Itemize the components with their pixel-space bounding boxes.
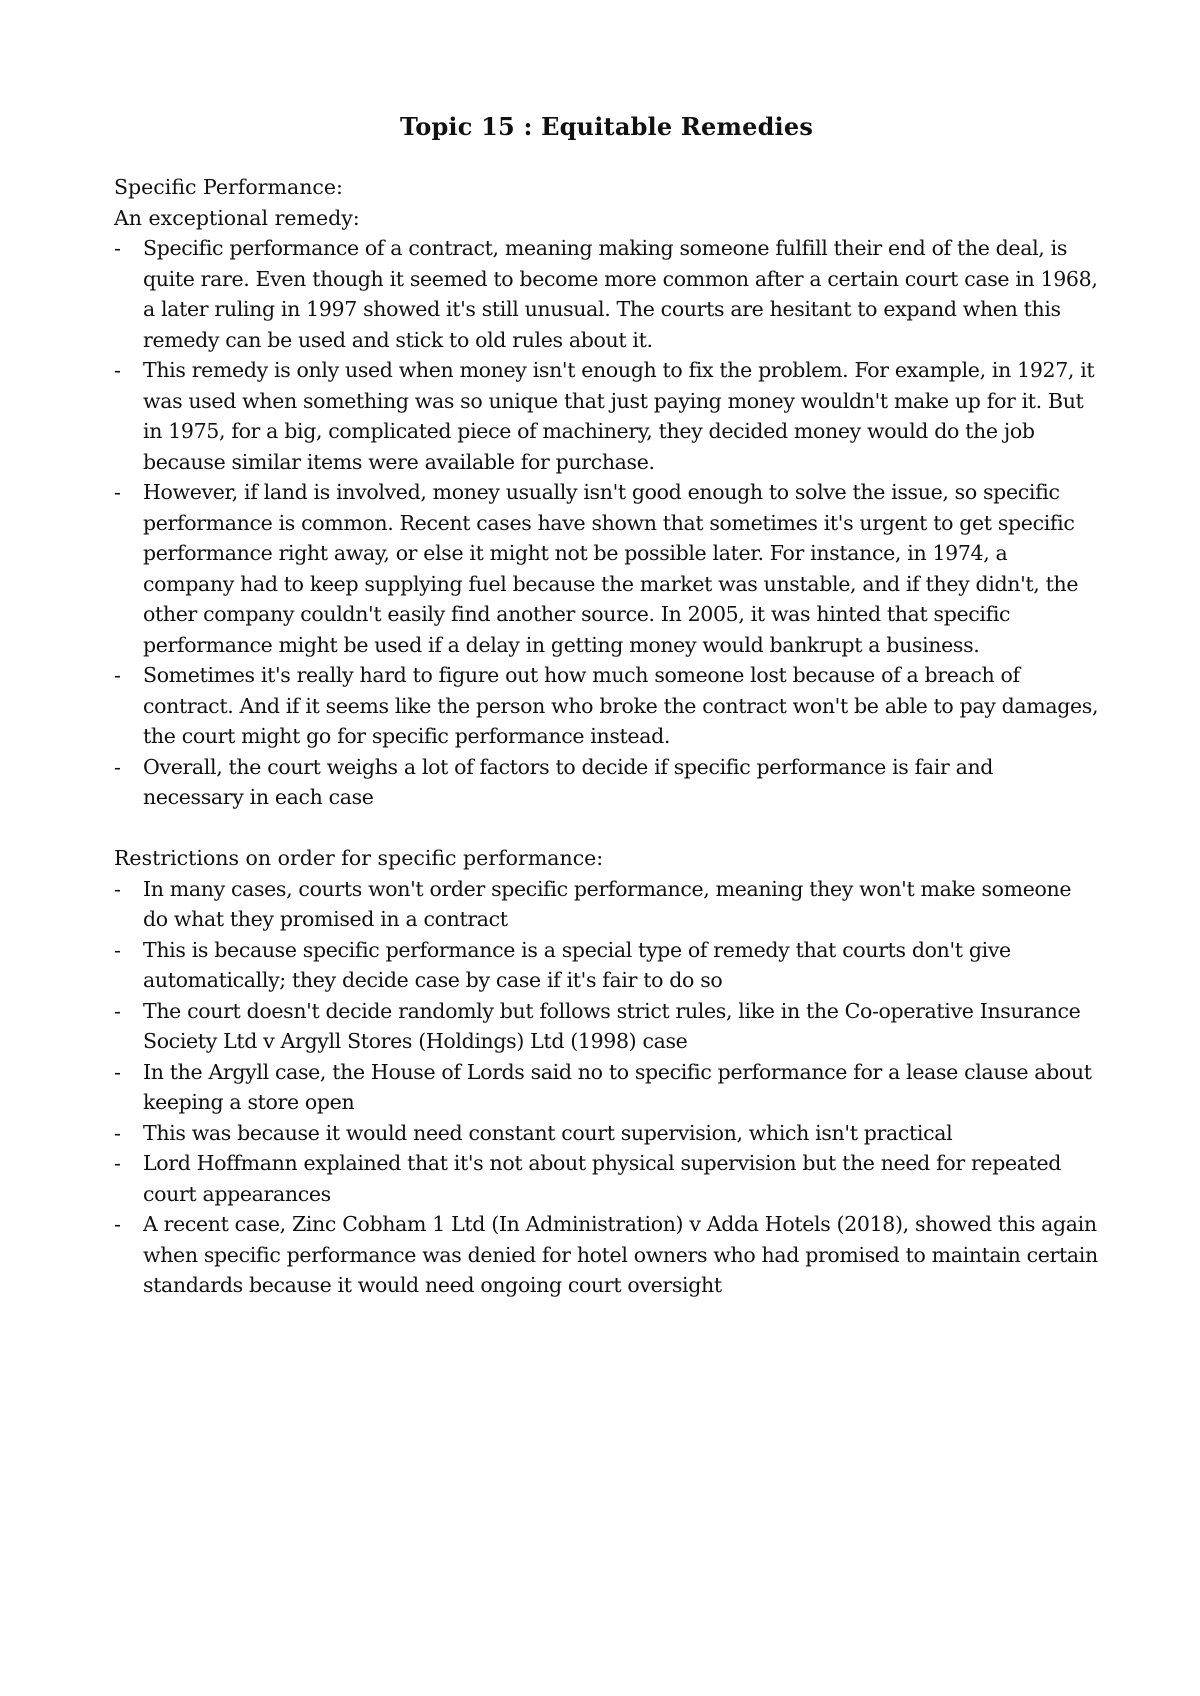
bullet-dash: - — [114, 1212, 121, 1236]
bullet-text: A recent case, Zinc Cobham 1 Ltd (In Administration) v Adda Hotels (2018), showed this again when specific performance was denied for hotel owners who had promised to maintain certain standards because it would need ongoing court oversight — [143, 1212, 1098, 1297]
section-spacer — [114, 813, 1099, 844]
list-item — [114, 1209, 1099, 1301]
list-item — [114, 1057, 1099, 1118]
bullet-text: Specific performance of a contract, meaning making someone fulfill their end of the deal, is quite rare. Even though it seemed to become more common after a certain court case in 1968, a later ruling in 1997 showed it's still unusual. The courts are hesitant to expand when this remedy can be used and stick to old rules about it. — [143, 236, 1098, 352]
list-item — [114, 355, 1099, 477]
bullet-dash: - — [114, 358, 121, 382]
section-heading: Specific Performance: — [114, 175, 343, 199]
section-heading: Restrictions on order for specific performance: — [114, 846, 604, 870]
list-item — [114, 996, 1099, 1057]
list-item — [114, 752, 1099, 813]
bullet-text: This is because specific performance is a special type of remedy that courts don't give automatically; they decide case by case if it's fair to do so — [143, 937, 1011, 992]
bullet-text: However, if land is involved, money usually isn't good enough to solve the issue, so specific performance is common. Recent cases have shown that sometimes it's urgent to get specific performance right away, or else it might not be possible later. For instance, in 1974, a company had to keep supplying fuel because the market was unstable, and if they didn't, the other company couldn't easily find another source. In 2005, it was hinted that specific performance might be used if a delay in getting money would bankrupt a business. — [143, 480, 1079, 657]
bullet-dash: - — [114, 1151, 121, 1175]
list-item — [114, 660, 1099, 752]
list-item — [114, 874, 1099, 935]
bullet-text: In many cases, courts won't order specific performance, meaning they won't make someone do what they promised in a contract — [143, 876, 1072, 931]
bullet-dash: - — [114, 876, 121, 901]
bullet-text: This was because it would need constant court supervision, which isn't practical — [143, 1120, 953, 1145]
list-item — [114, 1148, 1099, 1209]
list-item — [114, 1118, 1099, 1149]
bullet-text: Lord Hoffmann explained that it's not about physical supervision but the need for repeated court appearances — [143, 1151, 1062, 1206]
bullet-dash: - — [114, 480, 121, 504]
bullet-dash: - — [114, 1120, 121, 1145]
bullet-text: The court doesn't decide randomly but follows strict rules, like in the Co-operative Insurance Society Ltd v Argyll Stores (Holdings) Ltd (1998) case — [143, 998, 1081, 1053]
bullet-dash: - — [114, 663, 121, 687]
bullet-list — [114, 233, 1099, 813]
bullet-dash: - — [114, 1059, 121, 1084]
bullet-text: Overall, the court weighs a lot of factors to decide if specific performance is fair and necessary in each case — [143, 754, 994, 809]
list-item — [114, 477, 1099, 660]
document-page — [114, 112, 1099, 1301]
document-title: Topic 15 : Equitable Remedies — [399, 112, 814, 141]
section-subheading: An exceptional remedy: — [114, 205, 360, 230]
list-item — [114, 935, 1099, 996]
bullet-dash: - — [114, 236, 121, 260]
bullet-dash: - — [114, 754, 121, 779]
bullet-text: In the Argyll case, the House of Lords said no to specific performance for a lease clause about keeping a store open — [143, 1059, 1092, 1114]
list-item — [114, 233, 1099, 355]
bullet-dash: - — [114, 937, 121, 962]
bullet-text: This remedy is only used when money isn't enough to fix the problem. For example, in 1927, it was used when something was so unique that just paying money wouldn't make up for it. But in 1975, for a big, complicated piece of machinery, they decided money would do the job because similar items were available for purchase. — [143, 358, 1095, 474]
section-specific-performance — [114, 172, 1099, 813]
bullet-text: Sometimes it's really hard to figure out how much someone lost because of a breach of contract. And if it seems like the person who broke the contract won't be able to pay damages, the court might go for specific performance instead. — [143, 663, 1099, 748]
section-restrictions — [114, 843, 1099, 1301]
bullet-list — [114, 874, 1099, 1301]
bullet-dash: - — [114, 998, 121, 1023]
